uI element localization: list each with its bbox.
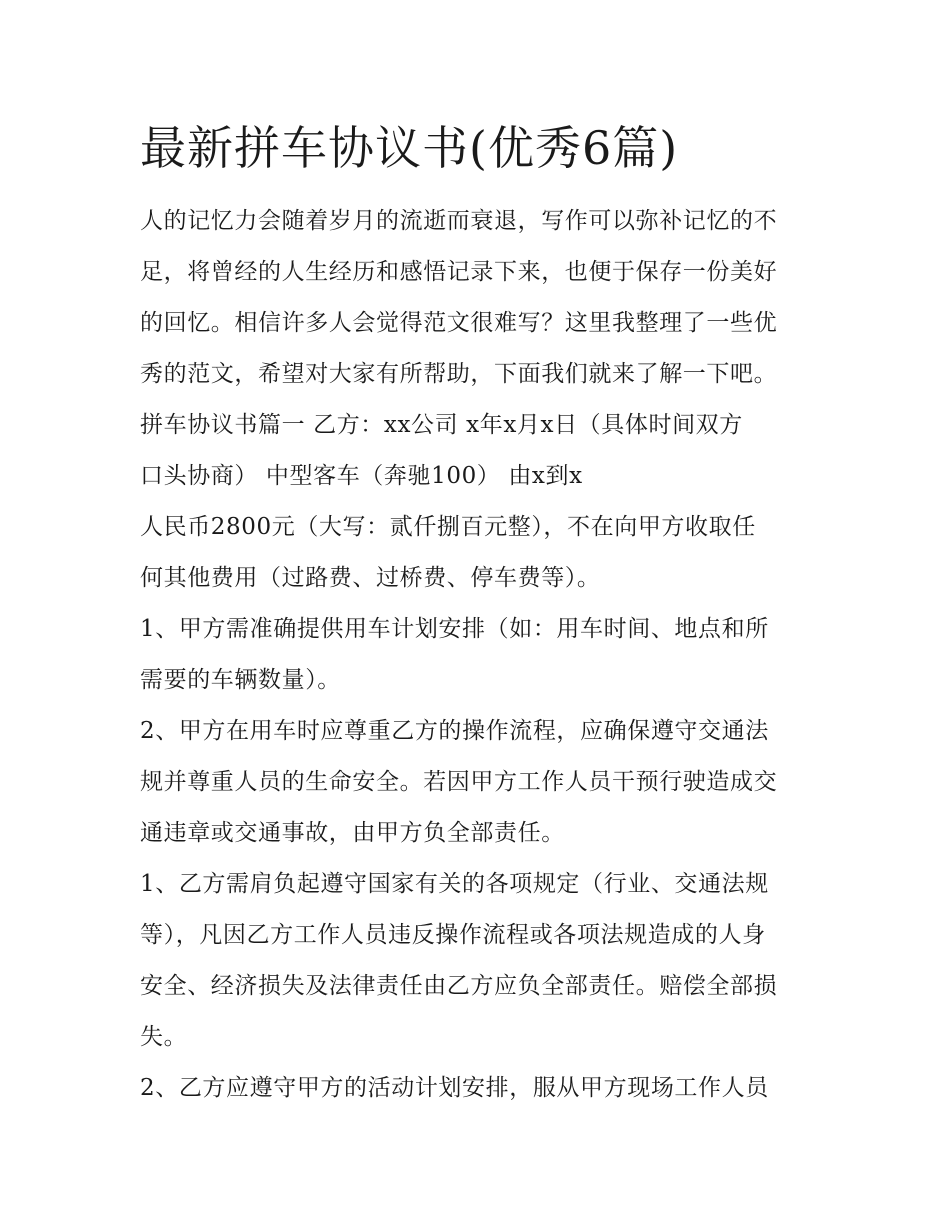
paragraph-line: 足，将曾经的人生经历和感悟记录下来，也便于保存一份美好 [140, 259, 778, 285]
paragraph-line: 1、乙方需肩负起遵守国家有关的各项规定（行业、交通法规 [140, 871, 769, 897]
paragraph-line: 拼车协议书篇一 乙方：xx公司 x年x月x日（具体时间双方 [140, 412, 743, 438]
paragraph-line: 规并尊重人员的生命安全。若因甲方工作人员干预行驶造成交 [140, 769, 778, 795]
paragraph-line: 口头协商） 中型客车（奔驰100） 由x到x [140, 463, 583, 489]
paragraph-line: 2、甲方在用车时应尊重乙方的操作流程，应确保遵守交通法 [140, 718, 769, 744]
paragraph-line: 需要的车辆数量）。 [140, 667, 341, 693]
paragraph-line: 等），凡因乙方工作人员违反操作流程或各项法规造成的人身 [140, 922, 766, 948]
paragraph-line: 安全、经济损失及法律责任由乙方应负全部责任。赔偿全部损 [140, 973, 778, 999]
paragraph-line: 的回忆。相信许多人会觉得范文很难写？这里我整理了一些优 [140, 310, 778, 336]
paragraph-line: 人民币2800元（大写：贰仟捌百元整），不在向甲方收取任 [140, 514, 756, 540]
paragraph-line: 2、乙方应遵守甲方的活动计划安排，服从甲方现场工作人员 [140, 1075, 769, 1101]
paragraph-line: 失。 [140, 1024, 188, 1050]
paragraph-line: 人的记忆力会随着岁月的流逝而衰退，写作可以弥补记忆的不 [140, 208, 778, 234]
document-title: 最新拼车协议书(优秀6篇) [140, 121, 679, 175]
paragraph-line: 秀的范文，希望对大家有所帮助，下面我们就来了解一下吧。 [140, 361, 778, 387]
paragraph-line: 通违章或交通事故，由甲方负全部责任。 [140, 820, 565, 846]
paragraph-line: 何其他费用（过路费、过桥费、停车费等）。 [140, 565, 601, 591]
paragraph-line: 1、甲方需准确提供用车计划安排（如：用车时间、地点和所 [140, 616, 769, 642]
